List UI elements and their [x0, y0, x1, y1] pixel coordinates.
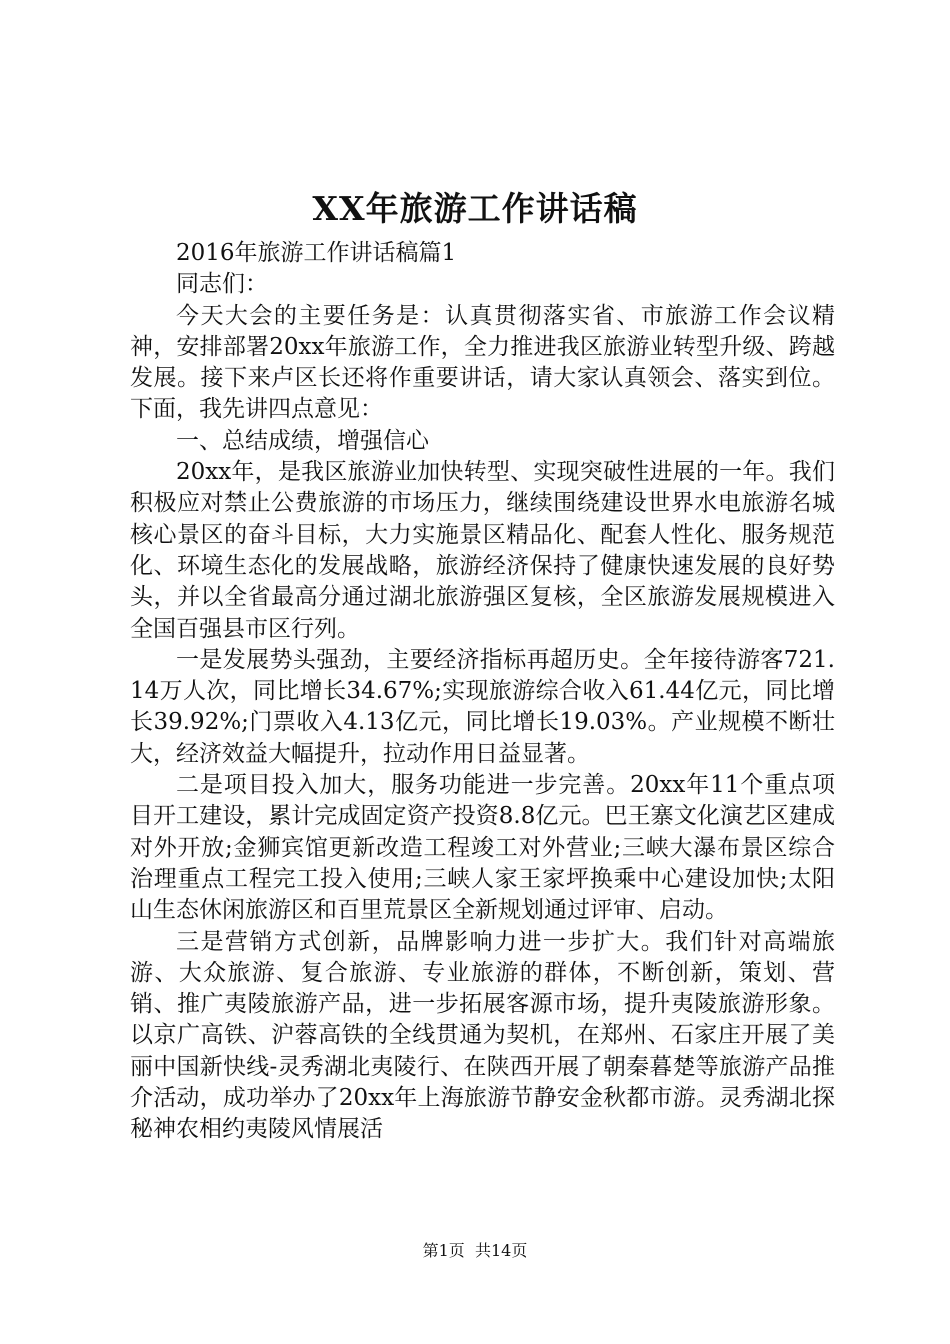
page-number: 第1页 — [422, 1241, 465, 1260]
salutation: 同志们： — [176, 271, 268, 298]
page-total: 共14页 — [474, 1241, 528, 1260]
paragraph: 今天大会的主要任务是：认真贯彻落实省、市旅游工作会议精神，安排部署20xx年旅游工作，全力推进我区旅游业转型升级、跨越发展。接下来卢区长还将作重要讲话，请大家认真领会、落实到位。下面，我先讲四点意见： — [130, 302, 835, 423]
subheading: 一、总结成绩，增强信心 — [176, 427, 429, 454]
document-title: XX年旅游工作讲话稿 — [312, 189, 638, 228]
paragraph: 20xx年，是我区旅游业加快转型、实现突破性进展的一年。我们积极应对禁止公费旅游的市场压力，继续围绕建设世界水电旅游名城核心景区的奋斗目标，大力实施景区精品化、配套人性化、服务规范化、环境生态化的发展战略，旅游经济保持了健康快速发展的良好势头，并以全省最高分通过湖北旅游强区复核，全区旅游发展规模进入全国百强县市区行列。 — [130, 459, 835, 642]
paragraph: 一是发展势头强劲，主要经济指标再超历史。全年接待游客721.14万人次，同比增长34.67%;实现旅游综合收入61.44亿元，同比增长39.92%;门票收入4.13亿元，同比增长19.03%。产业规模不断壮大，经济效益大幅提升，拉动作用日益显著。 — [130, 646, 835, 767]
page-footer — [0, 1240, 950, 1262]
paragraph: 三是营销方式创新，品牌影响力进一步扩大。我们针对高端旅游、大众旅游、复合旅游、专业旅游的群体，不断创新，策划、营销、推广夷陵旅游产品，进一步拓展客源市场，提升夷陵旅游形象。以京广高铁、沪蓉高铁的全线贯通为契机，在郑州、石家庄开展了美丽中国新快线-灵秀湖北夷陵行、在陕西开展了朝秦暮楚等旅游产品推介活动，成功举办了20xx年上海旅游节静安金秋都市游。灵秀湖北探秘神农相约夷陵风情展活 — [130, 928, 835, 1143]
document-body — [130, 238, 835, 1146]
section-heading: 2016年旅游工作讲话稿篇1 — [176, 240, 457, 266]
paragraph: 二是项目投入加大，服务功能进一步完善。20xx年11个重点项目开工建设，累计完成固定资产投资8.8亿元。巴王寨文化演艺区建成对外开放;金狮宾馆更新改造工程竣工对外营业;三峡大瀑布景区综合治理重点工程完工投入使用;三峡人家王家坪换乘中心建设加快;太阳山生态休闲旅游区和百里荒景区全新规划通过评审、启动。 — [130, 772, 835, 924]
